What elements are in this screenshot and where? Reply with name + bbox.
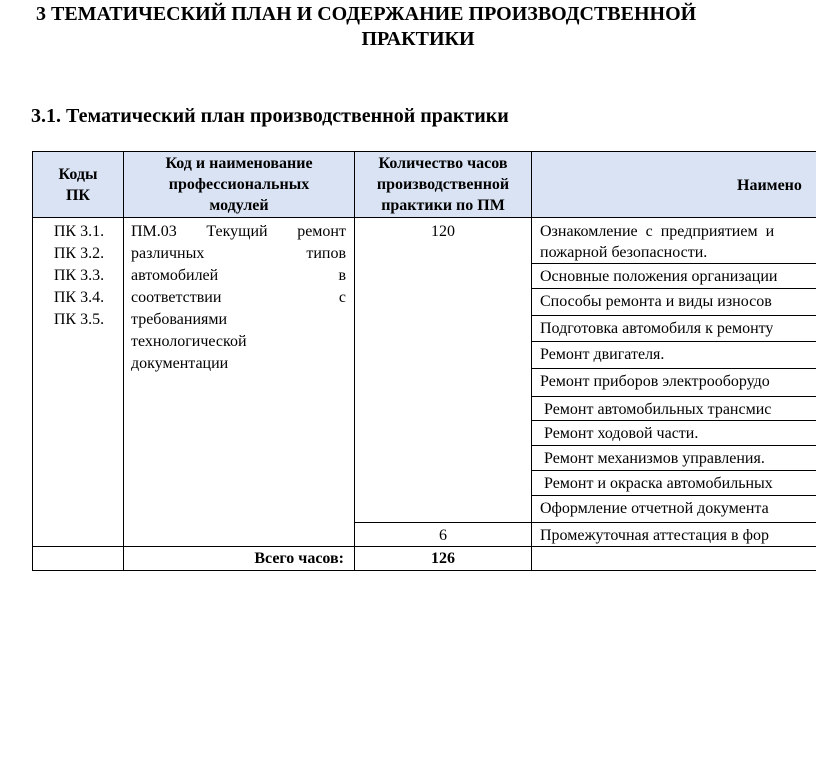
header-names: Наимено	[737, 177, 802, 194]
topic-row: Ремонт автомобильных трансмис	[540, 401, 772, 418]
code-item: ПК 3.2.	[53, 245, 105, 262]
topic-divider	[532, 288, 816, 289]
topic-row: Оформление отчетной документа	[540, 500, 769, 517]
topic-row: Ремонт и окраска автомобильных	[540, 475, 773, 492]
topic-divider	[532, 263, 816, 264]
code-item: ПК 3.3.	[53, 267, 105, 284]
codes-cell	[36, 221, 122, 331]
table-border-bottom	[32, 570, 816, 571]
topic-row: Ремонт механизмов управления.	[540, 450, 765, 467]
topic-divider	[532, 445, 816, 446]
code-item: ПК 3.5.	[53, 311, 105, 328]
column-divider	[354, 151, 355, 571]
topic-row: Ремонт ходовой части.	[540, 425, 699, 442]
title-line-2: ПРАКТИКИ	[361, 28, 475, 50]
code-item: ПК 3.4.	[53, 289, 105, 306]
topic-divider	[532, 368, 816, 369]
table-border-top	[32, 151, 816, 152]
topic-divider	[532, 396, 816, 397]
table-border-left	[32, 151, 33, 571]
header-codes: Коды ПК	[58, 166, 98, 204]
column-divider	[531, 151, 532, 571]
topic-row: пожарной безопасности.	[540, 244, 708, 261]
topic-divider	[532, 341, 816, 342]
topic-row: Подготовка автомобиля к ремонту	[540, 320, 774, 337]
header-module: Код и наименование профессиональных модулей	[165, 155, 313, 214]
topic-divider	[532, 420, 816, 421]
section-heading: 3.1. Тематический план производственной практики	[31, 105, 509, 127]
topic-row: Ремонт приборов электрооборудо	[540, 373, 770, 390]
attestation-divider	[355, 522, 816, 523]
table-header-bottom	[32, 217, 816, 218]
topic-row: Ознакомление с предприятием и	[540, 223, 775, 240]
total-value: 126	[431, 550, 455, 567]
topic-row: Промежуточная аттестация в фор	[540, 527, 769, 544]
topic-divider	[532, 495, 816, 496]
topic-divider	[532, 470, 816, 471]
total-label: Всего часов:	[254, 550, 344, 567]
title-line-1: 3 ТЕМАТИЧЕСКИЙ ПЛАН И СОДЕРЖАНИЕ ПРОИЗВОДСТВЕННОЙ	[36, 3, 697, 25]
module-cell: ПМ.03 Текущий ремонт различных типов автомобилей в соответствии с требованиями технологической документации	[131, 223, 346, 372]
hours-main: 120	[431, 223, 455, 240]
total-row-top	[32, 546, 816, 547]
topic-row: Ремонт двигателя.	[540, 346, 665, 363]
column-divider	[123, 151, 124, 571]
hours-attestation: 6	[439, 527, 447, 544]
topic-row: Основные положения организации	[540, 268, 778, 285]
header-hours: Количество часов производственной практики по ПМ	[376, 155, 510, 214]
code-item: ПК 3.1.	[53, 223, 105, 240]
topic-divider	[532, 315, 816, 316]
topic-row: Способы ремонта и виды износов	[540, 293, 772, 310]
